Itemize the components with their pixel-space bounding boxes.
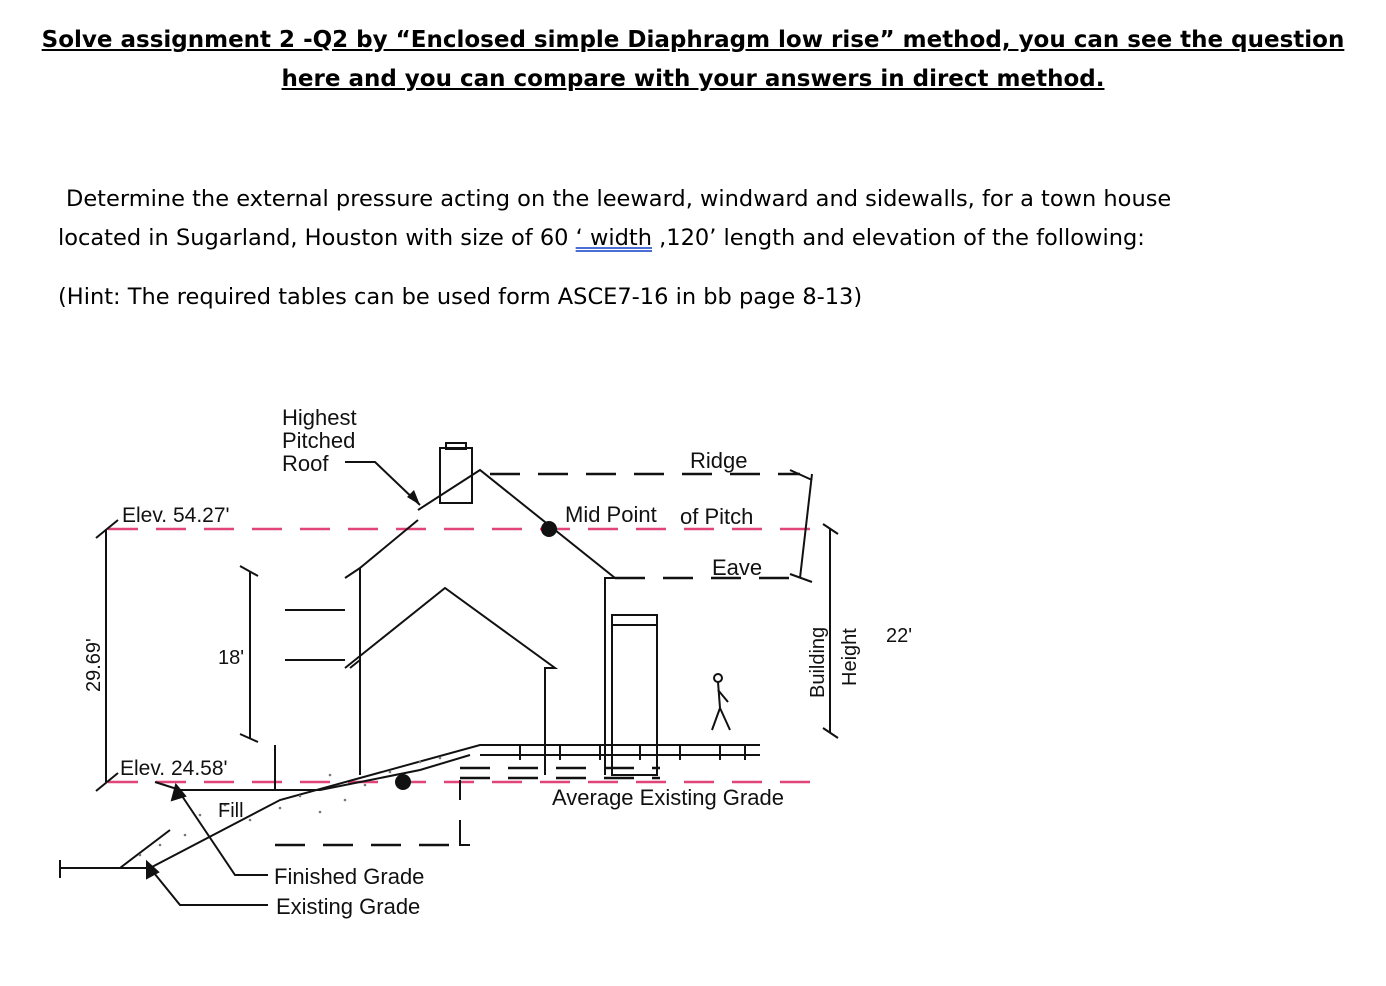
label-highest: Highest (282, 405, 357, 430)
label-pitched: Pitched (282, 428, 356, 453)
question-line-1: Determine the external pressure acting on the leeward, windward and sidewalls, for a town house (66, 186, 1172, 212)
label-average-existing-grade: Average Existing Grade (552, 785, 784, 810)
label-mid-point: Mid Point (565, 502, 657, 527)
house-outline (285, 448, 657, 775)
roof-leader-line (345, 462, 420, 505)
label-roof: Roof (282, 451, 329, 476)
average-grade-dot (395, 774, 411, 790)
label-height: Height (839, 628, 861, 686)
label-elev-top: Elev. 54.27' (122, 504, 230, 527)
label-building: Building (807, 626, 829, 698)
person-figure (712, 674, 730, 730)
entry-steps (480, 745, 760, 760)
label-dim-22: 22' (886, 625, 913, 647)
mid-point-dot (541, 521, 557, 537)
label-finished-grade: Finished Grade (274, 864, 425, 889)
label-dim-29-69: 29.69' (83, 638, 105, 692)
roof-leader-arrow (407, 490, 420, 505)
hint-text: (Hint: The required tables can be used form ASCE7-16 in bb page 8-13) (58, 284, 863, 310)
assignment-heading-line-1: Solve assignment 2 -Q2 by “Enclosed simple Diaphragm low rise” method, you can see the question (41, 27, 1345, 53)
label-of-pitch: of Pitch (680, 504, 754, 529)
label-elev-bottom: Elev. 24.58' (120, 757, 228, 780)
chimney-cap (446, 443, 466, 449)
assignment-heading-line-2: here and you can compare with your answers in direct method. (281, 66, 1105, 92)
label-existing-grade: Existing Grade (276, 894, 421, 919)
grade-leaders (147, 785, 268, 905)
label-ridge: Ridge (690, 448, 748, 473)
question-line-2-start: located in Sugarland, Houston with size of 60 (58, 225, 576, 251)
label-eave: Eave (712, 555, 763, 580)
width-marked-text: ‘ width (575, 225, 652, 251)
label-dim-18: 18' (218, 647, 245, 669)
question-line-2-end: ,120’ length and elevation of the following: (651, 225, 1145, 251)
label-fill: Fill (218, 800, 244, 822)
